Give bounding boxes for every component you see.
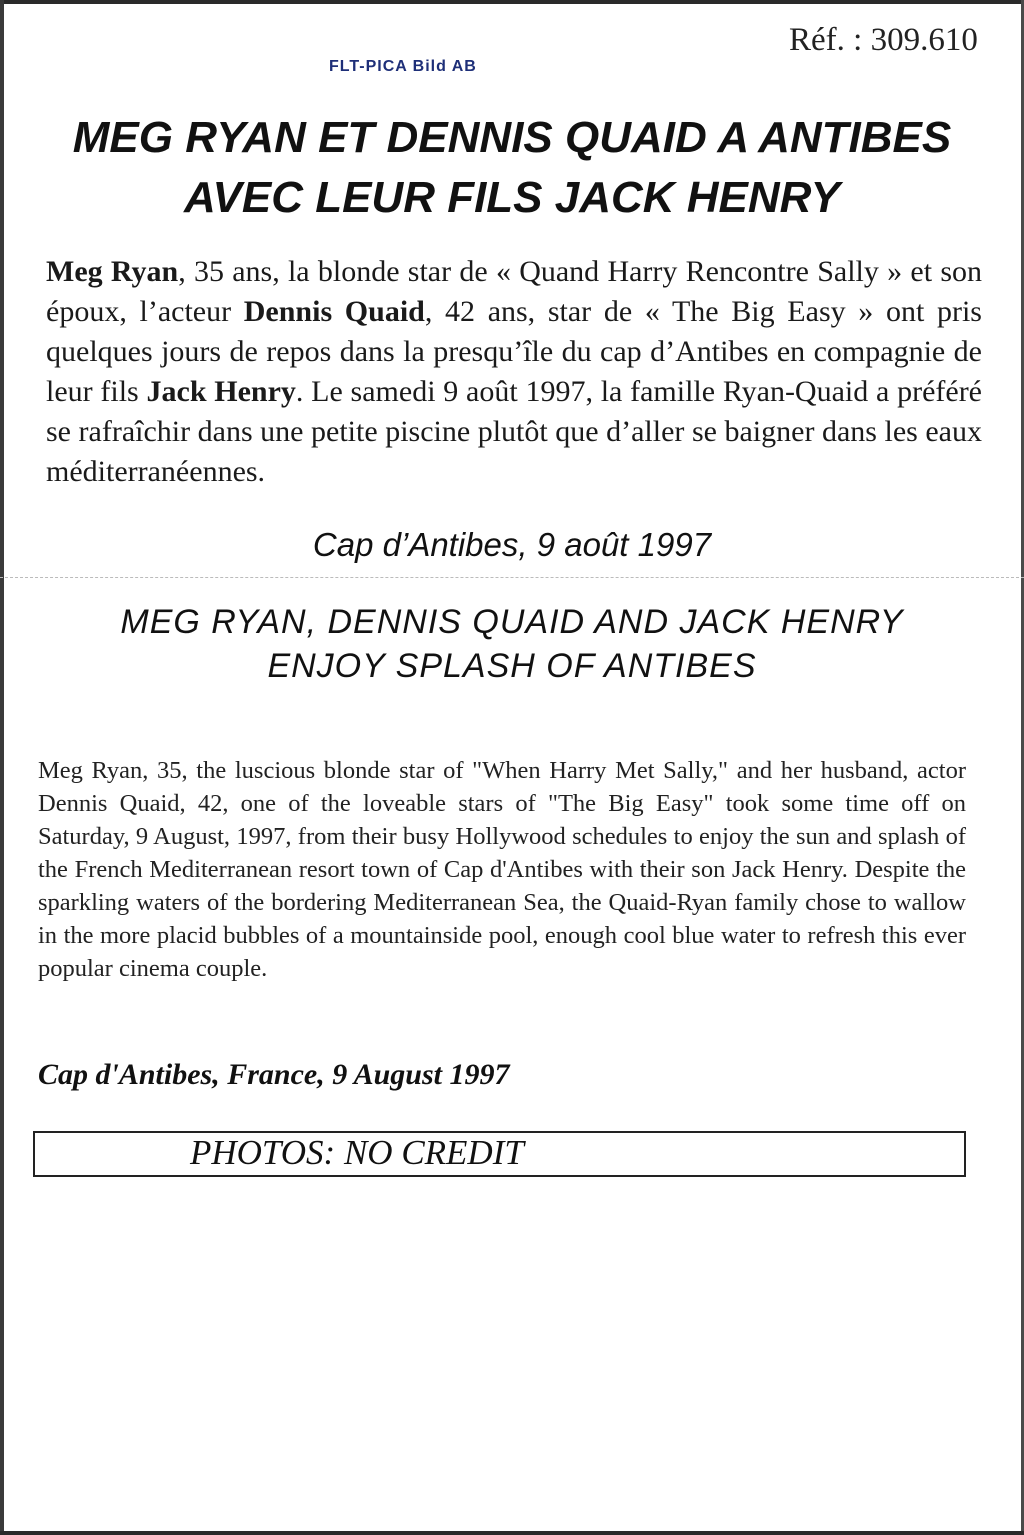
french-caption-text-1: , 35 ans, la blonde star de « Quand Harry Rencontre Sally » et son époux, l’acteur bbox=[46, 255, 982, 328]
french-caption-text-3: . Le samedi 9 août 1997, la famille Ryan-Quaid a préféré se rafraîchir dans une petite piscine plutôt que d’aller se baigner dans les eaux méditerranéennes. bbox=[46, 375, 982, 488]
french-headline-line1: MEG RYAN ET DENNIS QUAID A ANTIBES bbox=[72, 113, 952, 162]
agency-stamp: FLT-PICA Bild AB bbox=[329, 58, 477, 75]
french-caption-name-jack: Jack Henry bbox=[146, 375, 296, 408]
english-headline-line1: MEG RYAN, DENNIS QUAID AND JACK HENRY bbox=[120, 603, 904, 641]
french-caption bbox=[46, 252, 982, 492]
french-caption-name-dennis: Dennis Quaid bbox=[243, 295, 425, 328]
french-caption-name-meg: Meg Ryan bbox=[46, 255, 179, 288]
french-caption-text-2: , 42 ans, star de « The Big Easy » ont pris quelques jours de repos dans la presqu’île du cap d’Antibes en compagnie de leur fils bbox=[46, 295, 982, 408]
scan-edge-bottom bbox=[0, 1531, 1024, 1535]
english-dateline: Cap d'Antibes, France, 9 August 1997 bbox=[38, 1058, 510, 1091]
reference-number: Réf. : 309.610 bbox=[789, 22, 978, 58]
english-headline-line2: ENJOY SPLASH OF ANTIBES bbox=[267, 647, 757, 685]
french-headline-line2: AVEC LEUR FILS JACK HENRY bbox=[183, 173, 840, 222]
english-caption: Meg Ryan, 35, the luscious blonde star of "When Harry Met Sally," and her husband, actor Dennis Quaid, 42, one of the loveable stars of "The Big Easy" took some time off on Saturday, 9 August, 1997, from their busy Hollywood schedules to enjoy the sun and splash of the French Mediterranean resort town of Cap d'Antibes with their son Jack Henry. Despite the sparkling waters of the bordering Mediterranean Sea, the Quaid-Ryan family chose to wallow in the more placid bubbles of a mountainside pool, enough cool blue water to refresh this ever popular cinema couple. bbox=[38, 757, 966, 982]
fold-line bbox=[0, 577, 1024, 578]
photo-credit: PHOTOS: NO CREDIT bbox=[190, 1133, 524, 1172]
french-headline bbox=[20, 108, 1004, 228]
scan-edge-top bbox=[0, 0, 1024, 4]
english-headline bbox=[20, 600, 1004, 688]
french-dateline: Cap d’Antibes, 9 août 1997 bbox=[312, 526, 712, 563]
scan-edge-left bbox=[0, 0, 4, 1535]
